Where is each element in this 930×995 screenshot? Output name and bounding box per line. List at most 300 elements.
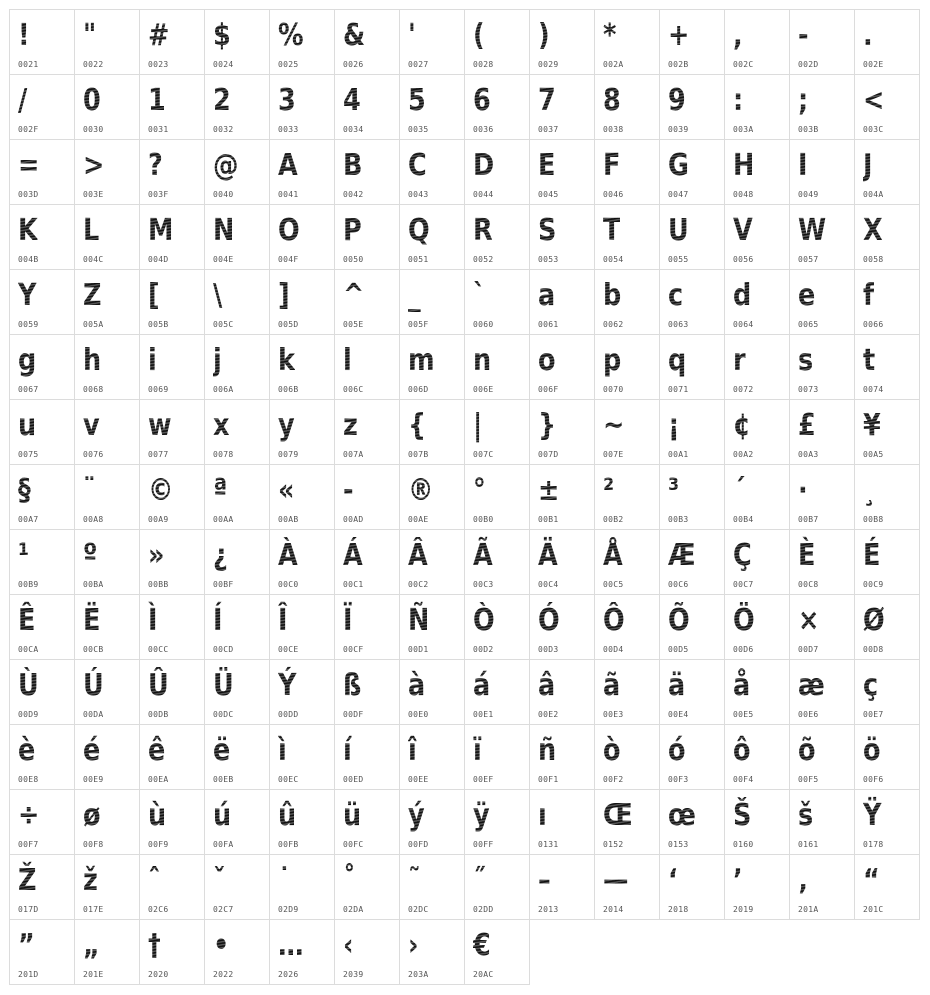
glyph-cell (205, 140, 269, 204)
glyph-char: ó (668, 731, 686, 771)
glyph-cell (400, 530, 464, 594)
glyph-cell (530, 660, 594, 724)
glyph-code: 02C6 (148, 905, 169, 914)
glyph-code: 00A5 (863, 450, 884, 459)
glyph-cell (530, 790, 594, 854)
glyph-cell (725, 400, 789, 464)
glyph-cell (205, 270, 269, 334)
glyph-code: 0042 (343, 190, 364, 199)
glyph-char: œ (668, 796, 696, 836)
glyph-cell (400, 660, 464, 724)
glyph-char: ® (408, 471, 434, 511)
glyph-code: 2026 (278, 970, 299, 979)
glyph-cell (205, 465, 269, 529)
glyph-code: 2014 (603, 905, 624, 914)
glyph-cell (75, 725, 139, 789)
glyph-cell (335, 10, 399, 74)
glyph-code: 00B4 (733, 515, 754, 524)
glyph-char: õ (798, 731, 816, 771)
glyph-cell (75, 920, 139, 984)
glyph-cell (595, 725, 659, 789)
glyph-code: 00E3 (603, 710, 624, 719)
glyph-code: 003E (83, 190, 104, 199)
glyph-cell (335, 530, 399, 594)
glyph-char: = (18, 146, 39, 186)
glyph-char: Ö (733, 601, 755, 641)
glyph-char: * (603, 16, 616, 56)
glyph-cell (465, 920, 529, 984)
glyph-code: 0021 (18, 60, 39, 69)
glyph-cell (75, 595, 139, 659)
glyph-cell (270, 270, 334, 334)
glyph-cell (335, 725, 399, 789)
glyph-cell (465, 75, 529, 139)
glyph-code: 0161 (798, 840, 819, 849)
glyph-cell (400, 465, 464, 529)
glyph-code: 00EE (408, 775, 429, 784)
glyph-cell (790, 790, 854, 854)
glyph-char: c (668, 276, 683, 316)
glyph-char: Å (603, 536, 623, 576)
glyph-char: g (18, 341, 36, 381)
glyph-cell (205, 530, 269, 594)
glyph-char: È (798, 536, 815, 576)
glyph-cell (465, 595, 529, 659)
glyph-code: 00ED (343, 775, 364, 784)
glyph-cell (335, 790, 399, 854)
glyph-char: ª (213, 471, 227, 511)
glyph-char: ” (18, 926, 35, 966)
glyph-grid (10, 10, 919, 984)
glyph-char: z (343, 406, 358, 446)
glyph-cell (140, 465, 204, 529)
glyph-code: 00FA (213, 840, 234, 849)
glyph-char: â (538, 666, 555, 706)
glyph-char: ¿ (213, 536, 228, 576)
glyph-cell (595, 140, 659, 204)
glyph-code: 0068 (83, 385, 104, 394)
glyph-char: ú (213, 796, 231, 836)
glyph-char: « (278, 471, 294, 511)
glyph-char: - (798, 16, 809, 56)
glyph-code: 0033 (278, 125, 299, 134)
glyph-cell (790, 75, 854, 139)
glyph-cell (140, 205, 204, 269)
glyph-char: d (733, 276, 751, 316)
glyph-cell (140, 530, 204, 594)
glyph-code: 005E (343, 320, 364, 329)
glyph-char: ı (538, 796, 547, 836)
glyph-code: 0026 (343, 60, 364, 69)
glyph-cell (595, 10, 659, 74)
glyph-code: 0037 (538, 125, 559, 134)
glyph-char: Ô (603, 601, 625, 641)
glyph-cell (400, 725, 464, 789)
glyph-code: 00B8 (863, 515, 884, 524)
glyph-code: 00D6 (733, 645, 754, 654)
glyph-code: 017E (83, 905, 104, 914)
glyph-code: 002B (668, 60, 689, 69)
glyph-cell (10, 10, 74, 74)
glyph-char: _ (408, 276, 421, 316)
glyph-cell (790, 270, 854, 334)
glyph-cell (530, 270, 594, 334)
glyph-char: ¥ (863, 406, 881, 446)
glyph-code: 00B0 (473, 515, 494, 524)
glyph-code: 201C (863, 905, 884, 914)
glyph-code: 201E (83, 970, 104, 979)
glyph-char: 9 (668, 81, 686, 121)
glyph-code: 0032 (213, 125, 234, 134)
glyph-code: 00FB (278, 840, 299, 849)
glyph-cell (400, 205, 464, 269)
glyph-cell (725, 465, 789, 529)
glyph-cell (205, 855, 269, 919)
glyph-code: 00E7 (863, 710, 884, 719)
glyph-code: 00E0 (408, 710, 429, 719)
glyph-code: 005C (213, 320, 234, 329)
glyph-char: Q (408, 211, 430, 251)
glyph-code: 0059 (18, 320, 39, 329)
glyph-cell (790, 465, 854, 529)
glyph-code: 003B (798, 125, 819, 134)
glyph-cell (75, 335, 139, 399)
glyph-cell (400, 140, 464, 204)
glyph-cell (530, 855, 594, 919)
glyph-cell (75, 530, 139, 594)
glyph-char: — (603, 861, 629, 901)
glyph-code: 006A (213, 385, 234, 394)
glyph-char: ± (538, 471, 559, 511)
glyph-code: 0029 (538, 60, 559, 69)
glyph-cell (855, 205, 919, 269)
glyph-code: 00F1 (538, 775, 559, 784)
glyph-char: J (863, 146, 872, 186)
glyph-code: 00FF (473, 840, 494, 849)
glyph-char: ô (733, 731, 751, 771)
glyph-cell (530, 10, 594, 74)
glyph-cell (725, 725, 789, 789)
glyph-char: e (798, 276, 815, 316)
glyph-char: å (733, 666, 750, 706)
glyph-cell (725, 75, 789, 139)
glyph-char: ˝ (473, 861, 486, 901)
glyph-cell (335, 465, 399, 529)
glyph-cell (10, 75, 74, 139)
glyph-code: 00C8 (798, 580, 819, 589)
glyph-code: 00A9 (148, 515, 169, 524)
glyph-cell (660, 595, 724, 659)
glyph-cell (595, 335, 659, 399)
glyph-char: W (798, 211, 826, 251)
glyph-code: 2022 (213, 970, 234, 979)
glyph-char: † (148, 926, 161, 966)
glyph-code: 02DD (473, 905, 494, 914)
glyph-cell (140, 790, 204, 854)
glyph-cell (855, 790, 919, 854)
glyph-code: 0064 (733, 320, 754, 329)
glyph-char: x (213, 406, 229, 446)
glyph-cell (790, 335, 854, 399)
glyph-code: 00C4 (538, 580, 559, 589)
glyph-char: / (18, 81, 27, 121)
glyph-char: “ (863, 861, 880, 901)
glyph-code: 00B3 (668, 515, 689, 524)
glyph-code: 006E (473, 385, 494, 394)
glyph-cell (595, 595, 659, 659)
glyph-code: 003D (18, 190, 39, 199)
glyph-cell (140, 335, 204, 399)
glyph-char: Ç (733, 536, 752, 576)
glyph-char: ° (473, 471, 486, 511)
glyph-char: ˇ (213, 861, 226, 901)
glyph-cell (530, 465, 594, 529)
glyph-cell (140, 855, 204, 919)
glyph-char: ) (538, 16, 550, 56)
glyph-char: ? (148, 146, 163, 186)
glyph-code: 00F8 (83, 840, 104, 849)
glyph-char: ò (603, 731, 621, 771)
glyph-cell (465, 465, 529, 529)
glyph-char: Ÿ (863, 796, 881, 836)
glyph-code: 00F2 (603, 775, 624, 784)
glyph-char: ´ (733, 471, 746, 511)
glyph-cell (400, 400, 464, 464)
glyph-code: 0071 (668, 385, 689, 394)
glyph-char: C (408, 146, 427, 186)
glyph-code: 00CD (213, 645, 234, 654)
glyph-char: a (538, 276, 555, 316)
glyph-char: è (18, 731, 35, 771)
glyph-char: Y (18, 276, 36, 316)
glyph-char: L (83, 211, 99, 251)
glyph-code: 0045 (538, 190, 559, 199)
glyph-char: # (148, 16, 169, 56)
glyph-code: 006C (343, 385, 364, 394)
glyph-code: 0131 (538, 840, 559, 849)
glyph-code: 2019 (733, 905, 754, 914)
glyph-cell (790, 855, 854, 919)
glyph-code: 007D (538, 450, 559, 459)
glyph-cell (660, 465, 724, 529)
glyph-char: P (343, 211, 362, 251)
glyph-cell (790, 10, 854, 74)
glyph-cell (465, 140, 529, 204)
glyph-cell (790, 660, 854, 724)
glyph-char: - (343, 471, 354, 511)
glyph-char: ‚ (798, 861, 808, 901)
glyph-cell (75, 465, 139, 529)
glyph-cell (595, 270, 659, 334)
glyph-cell (400, 10, 464, 74)
glyph-code: 00E2 (538, 710, 559, 719)
glyph-code: 0058 (863, 255, 884, 264)
glyph-code: 00C6 (668, 580, 689, 589)
glyph-char: ü (343, 796, 361, 836)
glyph-code: 00E1 (473, 710, 494, 719)
glyph-code: 00BF (213, 580, 234, 589)
glyph-cell (595, 400, 659, 464)
glyph-char: ¸ (863, 471, 876, 511)
glyph-char: ‘ (668, 861, 678, 901)
glyph-code: 2018 (668, 905, 689, 914)
glyph-cell (660, 75, 724, 139)
glyph-code: 0047 (668, 190, 689, 199)
glyph-code: 0065 (798, 320, 819, 329)
glyph-char: 1 (148, 81, 166, 121)
glyph-cell (140, 660, 204, 724)
glyph-char: ë (213, 731, 230, 771)
glyph-char: Î (278, 601, 287, 641)
glyph-code: 00F7 (18, 840, 39, 849)
glyph-char: ~ (603, 406, 624, 446)
glyph-code: 0049 (798, 190, 819, 199)
glyph-code: 0025 (278, 60, 299, 69)
glyph-code: 004C (83, 255, 104, 264)
glyph-code: 00BB (148, 580, 169, 589)
glyph-char: f (863, 276, 874, 316)
glyph-code: 02DA (343, 905, 364, 914)
glyph-code: 00B9 (18, 580, 39, 589)
glyph-code: 203A (408, 970, 429, 979)
glyph-char: Ñ (408, 601, 429, 641)
glyph-cell (725, 660, 789, 724)
glyph-char: › (408, 926, 419, 966)
glyph-cell (140, 10, 204, 74)
glyph-char: Ú (83, 666, 104, 706)
glyph-char: ï (473, 731, 482, 771)
glyph-code: 00DC (213, 710, 234, 719)
glyph-cell (270, 335, 334, 399)
glyph-cell (530, 205, 594, 269)
glyph-char: Ø (863, 601, 885, 641)
glyph-cell (140, 400, 204, 464)
glyph-char: Ó (538, 601, 560, 641)
glyph-cell (660, 335, 724, 399)
glyph-char: o (538, 341, 556, 381)
glyph-cell (10, 920, 74, 984)
glyph-char: + (668, 16, 689, 56)
glyph-char: . (863, 16, 873, 56)
glyph-char: Ê (18, 601, 35, 641)
glyph-char: ¹ (18, 536, 29, 576)
glyph-code: 0061 (538, 320, 559, 329)
glyph-cell (335, 920, 399, 984)
glyph-char: ˆ (148, 861, 161, 901)
glyph-code: 00EA (148, 775, 169, 784)
glyph-code: 004F (278, 255, 299, 264)
glyph-cell (400, 270, 464, 334)
glyph-code: 2013 (538, 905, 559, 914)
glyph-code: 0062 (603, 320, 624, 329)
glyph-cell (205, 75, 269, 139)
glyph-cell (465, 205, 529, 269)
glyph-cell (465, 10, 529, 74)
glyph-cell (465, 270, 529, 334)
glyph-cell (855, 140, 919, 204)
glyph-code: 0028 (473, 60, 494, 69)
glyph-cell (595, 530, 659, 594)
glyph-cell (270, 855, 334, 919)
glyph-cell (335, 400, 399, 464)
glyph-code: 004E (213, 255, 234, 264)
glyph-cell (725, 140, 789, 204)
glyph-cell (335, 270, 399, 334)
glyph-code: 0052 (473, 255, 494, 264)
glyph-code: 00E8 (18, 775, 39, 784)
glyph-code: 00FD (408, 840, 429, 849)
glyph-char: 0 (83, 81, 101, 121)
glyph-code: 002F (18, 125, 39, 134)
glyph-char: 8 (603, 81, 621, 121)
glyph-char: Ž (18, 861, 37, 901)
glyph-code: 00C0 (278, 580, 299, 589)
glyph-cell (10, 660, 74, 724)
glyph-cell (790, 725, 854, 789)
glyph-code: 0034 (343, 125, 364, 134)
glyph-code: 00CC (148, 645, 169, 654)
glyph-code: 007C (473, 450, 494, 459)
glyph-char: ` (473, 276, 486, 316)
glyph-cell (790, 530, 854, 594)
glyph-cell (270, 790, 334, 854)
glyph-code: 0160 (733, 840, 754, 849)
glyph-cell (530, 595, 594, 659)
glyph-char: u (18, 406, 36, 446)
glyph-cell (595, 660, 659, 724)
glyph-code: 00A7 (18, 515, 39, 524)
glyph-cell (660, 400, 724, 464)
glyph-cell (595, 790, 659, 854)
glyph-char: | (473, 406, 482, 446)
glyph-code: 00C9 (863, 580, 884, 589)
glyph-char: „ (83, 926, 100, 966)
glyph-cell (530, 140, 594, 204)
glyph-char: ' (408, 16, 416, 56)
glyph-code: 00DF (343, 710, 364, 719)
glyph-char: ñ (538, 731, 556, 771)
glyph-char: k (278, 341, 295, 381)
glyph-code: 0030 (83, 125, 104, 134)
glyph-char: ; (798, 81, 808, 121)
glyph-code: 00C1 (343, 580, 364, 589)
glyph-cell (270, 465, 334, 529)
glyph-char: Õ (668, 601, 690, 641)
glyph-char: ä (668, 666, 685, 706)
glyph-char: G (668, 146, 689, 186)
glyph-cell (465, 790, 529, 854)
glyph-char: q (668, 341, 686, 381)
glyph-code: 0051 (408, 255, 429, 264)
glyph-char: ˚ (343, 861, 356, 901)
glyph-char: h (83, 341, 101, 381)
glyph-char: 3 (278, 81, 296, 121)
glyph-code: 00C3 (473, 580, 494, 589)
glyph-code: 00CE (278, 645, 299, 654)
glyph-code: 00F6 (863, 775, 884, 784)
glyph-char: 6 (473, 81, 491, 121)
glyph-char: ( (473, 16, 485, 56)
glyph-cell (725, 595, 789, 659)
glyph-code: 02C7 (213, 905, 234, 914)
glyph-code: 0178 (863, 840, 884, 849)
glyph-char: Ò (473, 601, 495, 641)
glyph-code: 201A (798, 905, 819, 914)
glyph-code: 00D5 (668, 645, 689, 654)
glyph-cell (725, 855, 789, 919)
glyph-cell (205, 400, 269, 464)
glyph-cell (205, 660, 269, 724)
